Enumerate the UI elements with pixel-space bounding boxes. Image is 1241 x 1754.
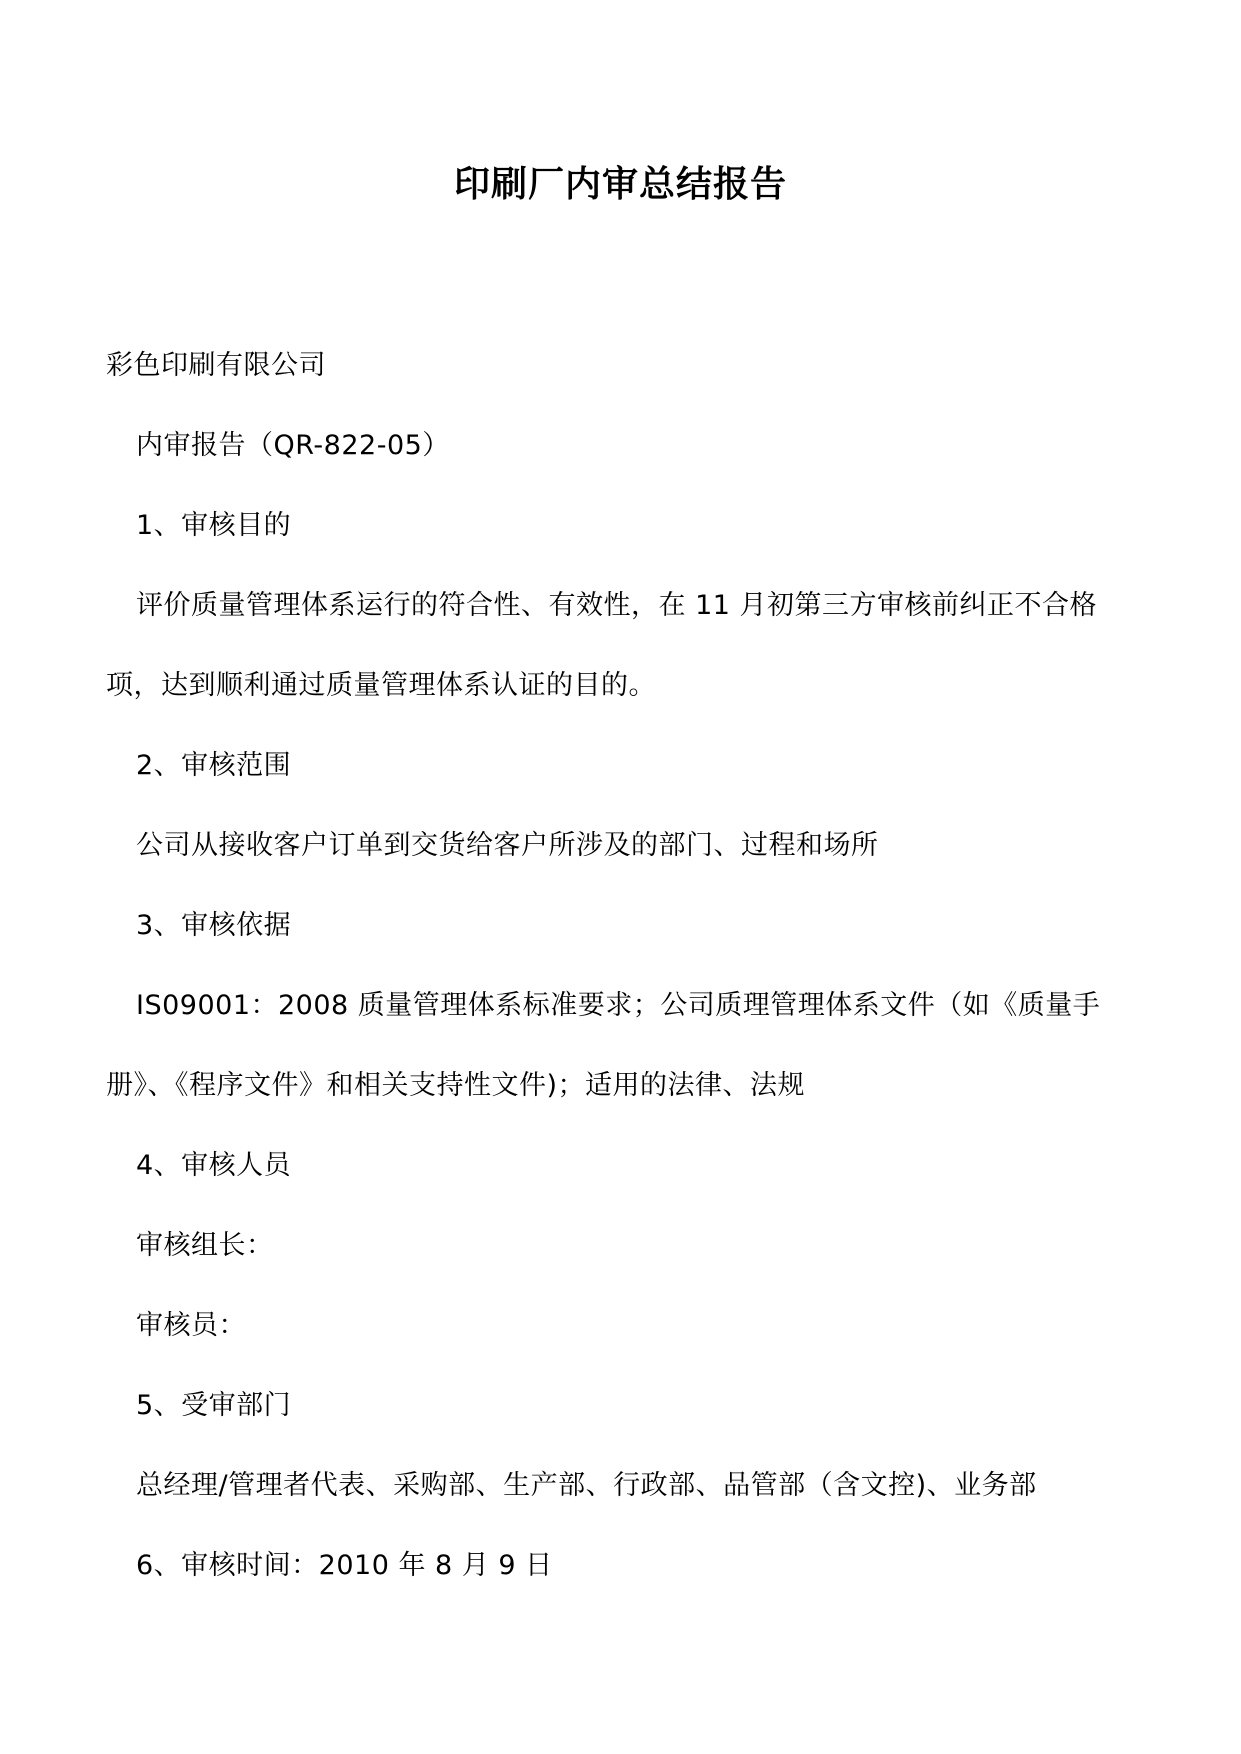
section-heading-departments: 5、受审部门	[136, 1390, 292, 1421]
section-body-departments: 总经理/管理者代表、采购部、生产部、行政部、品管部（含文控)、业务部	[136, 1470, 1037, 1501]
section-body-purpose-line1: 评价质量管理体系运行的符合性、有效性，在 11 月初第三方审核前纠正不合格	[136, 590, 1098, 621]
company-name: 彩色印刷有限公司	[106, 350, 326, 381]
section-heading-purpose: 1、审核目的	[136, 510, 292, 541]
section-body-basis-line2: 册》、《程序文件》和相关支持性文件)；适用的法律、法规	[106, 1070, 806, 1101]
auditor-label: 审核员：	[136, 1310, 246, 1341]
section-heading-personnel: 4、审核人员	[136, 1150, 292, 1181]
section-heading-time: 6、审核时间：2010 年 8 月 9 日	[136, 1550, 553, 1581]
document-title: 印刷厂内审总结报告	[453, 164, 787, 205]
report-name: 内审报告（QR-822-05）	[136, 430, 450, 461]
section-body-purpose-line2: 项，达到顺利通过质量管理体系认证的目的。	[106, 670, 656, 701]
section-heading-scope: 2、审核范围	[136, 750, 292, 781]
section-body-basis-line1: IS09001：2008 质量管理体系标准要求；公司质理管理体系文件（如《质量手	[136, 990, 1101, 1021]
section-body-scope: 公司从接收客户订单到交货给客户所涉及的部门、过程和场所	[136, 830, 879, 861]
section-heading-basis: 3、审核依据	[136, 910, 292, 941]
audit-leader-label: 审核组长：	[136, 1230, 274, 1261]
